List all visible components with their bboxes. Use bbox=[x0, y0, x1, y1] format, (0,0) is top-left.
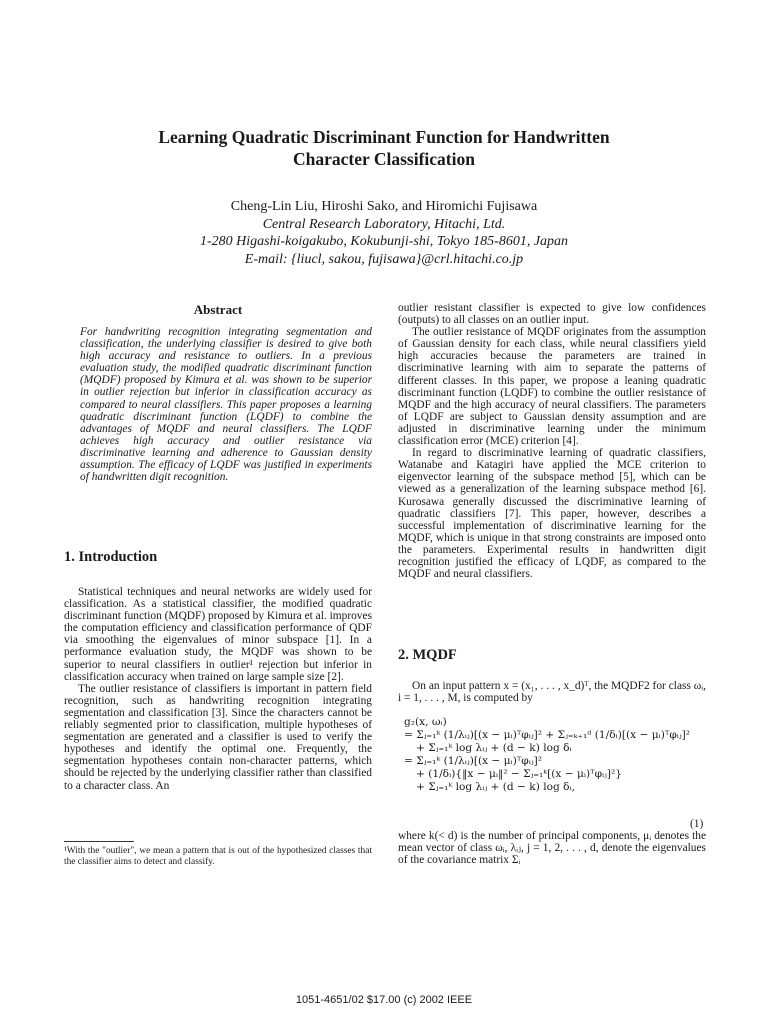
author-email: E-mail: {liucl, sakou, fujisawa}@crl.hitachi.co.jp bbox=[244, 251, 524, 267]
page-footer: 1051-4651/02 $17.00 (c) 2002 IEEE bbox=[295, 994, 473, 1006]
author-block bbox=[60, 198, 708, 268]
mqdf-continuation bbox=[398, 830, 706, 866]
introduction-body bbox=[64, 586, 372, 792]
right-paragraph-2: In regard to discriminative learning of quadratic classifiers, Watanabe and Katagiri have applied the MCE criterion to eigenvector learning of the subspace method [5], which can be viewed as a generalization of the learning subspace method [6]. Kurosawa generally discussed the discriminative learning of quadratic classifiers [7]. This paper, however, describes a successful implementation of discriminative learning for the MQDF, which is unique in that strong constraints are imposed onto the parameters. Experimental results in handwritten digit recognition justified the efficacy of LQDF, as compared to the MQDF and neural classifiers. bbox=[398, 447, 706, 581]
equation-line: g₂(x, ωᵢ) bbox=[404, 716, 447, 728]
introduction-paragraph-2: The outlier resistance of classifiers is important in pattern field recognition, such as handwriting recognition integrating segmentation and classification [3]. Since the characters cannot be reliably segmented prior to classification, multiple hypotheses of segmentation are generated and a classifier is used to verify the hypotheses and identify the optimal one. Frequently, the segmentation hypotheses contain non-character patterns, which should be rejected by the underlying classifier rather than classified to a character class. An bbox=[64, 682, 372, 792]
abstract-text: For handwriting recognition integrating segmentation and classification, the underlying classifier is desired to give both high accuracy and resistance to outliers. In a previous evaluation study, the modified quadratic discriminant function (MQDF) proposed by Kimura et al. was shown to be superior in outlier rejection but inferior in classification accuracy as compared to neural classifiers. This paper proposes a learning quadratic discriminant function (LQDF) to combine the advantages of MQDF and neural classifiers. The LQDF achieves high accuracy and outlier resistance via discriminative learning and adherence to Gaussian density assumption. The efficacy of LQDF was justified in experiments of handwritten digit recognition. bbox=[80, 326, 372, 484]
introduction-paragraph-1: Statistical techniques and neural networks are widely used for classification. As a statistical classifier, the modified quadratic discriminant function (MQDF) proposed by Kimura et al. improves the computation efficiency and classification performance of QDF via smoothing the eigenvalues of minor subspace [1]. In a performance evaluation study, the MQDF was shown to be superior to neural classifiers in outlier¹ rejection but inferior in classification accuracy when trained on large sample size [2]. bbox=[64, 586, 372, 683]
paper-title bbox=[60, 126, 708, 170]
footnote: ¹With the "outlier", we mean a pattern that is out of the hypothesized classes that the classifier aims to detect and classify. bbox=[64, 846, 372, 867]
title-line-1: Learning Quadratic Discriminant Function for Handwritten bbox=[158, 127, 610, 147]
author-address: 1-280 Higashi-koigakubo, Kokubunji-shi, Tokyo 185-8601, Japan bbox=[199, 234, 569, 249]
equation-number: (1) bbox=[690, 818, 704, 830]
mqdf-heading: 2. MQDF bbox=[398, 647, 457, 663]
equation-line: + Σⱼ₌₁ᵏ log λᵢⱼ + (d − k) log δᵢ, bbox=[416, 781, 576, 793]
title-line-2: Character Classification bbox=[293, 149, 475, 169]
equation-line: + (1/δᵢ){‖x − μᵢ‖² − Σⱼ₌₁ᵏ[(x − μᵢ)ᵀφᵢⱼ]²} bbox=[416, 768, 623, 780]
equation-line: = Σⱼ₌₁ᵏ (1/λᵢⱼ)[(x − μᵢ)ᵀφᵢⱼ]² + Σⱼ₌ₖ₊₁ᵈ (1/δᵢ)[(x − μᵢ)ᵀφᵢⱼ]² bbox=[404, 729, 691, 741]
author-names: Cheng-Lin Liu, Hiroshi Sako, and Hiromichi Fujisawa bbox=[230, 199, 538, 214]
mqdf-body bbox=[398, 680, 706, 704]
abstract-body bbox=[80, 326, 372, 483]
mqdf-intro: On an input pattern x = (x₁, . . . , x_d)ᵀ, the MQDF2 for class ωᵢ, i = 1, . . . , M, is computed by bbox=[398, 680, 706, 705]
footnote-divider bbox=[64, 841, 134, 842]
mqdf-after-equation: where k(< d) is the number of principal components, μᵢ denotes the mean vector of class ωᵢ, λᵢⱼ, j = 1, 2, . . . , d, denote the eigenvalues of the covariance matrix Σᵢ bbox=[398, 830, 706, 867]
abstract-heading: Abstract bbox=[193, 302, 243, 317]
right-column-intro bbox=[398, 302, 706, 580]
equation-line: + Σⱼ₌₁ᵏ log λᵢⱼ + (d − k) log δᵢ bbox=[416, 742, 572, 754]
equation-line: = Σⱼ₌₁ᵏ (1/λᵢⱼ)[(x − μᵢ)ᵀφᵢⱼ]² bbox=[404, 755, 542, 767]
author-affiliation: Central Research Laboratory, Hitachi, Ltd. bbox=[262, 216, 506, 232]
right-paragraph-0: outlier resistant classifier is expected to give low confidences (outputs) to all classes on an outlier input. bbox=[398, 302, 706, 327]
introduction-heading: 1. Introduction bbox=[64, 549, 158, 565]
right-paragraph-1: The outlier resistance of MQDF originates from the assumption of Gaussian density for each class, while neural classifiers yield high accuracies because the parameters are trained in discriminative learning with aim to separate the patterns of different classes. In this paper, we propose a leaning quadratic discriminant function (LQDF) to combine the outlier resistance of MQDF and the high accuracy of neural classifiers. The parameters of LQDF are subject to Gaussian density assumption and are adjusted in discriminative learning under the minimum classification error (MCE) criterion [4]. bbox=[398, 326, 706, 448]
mqdf-equation bbox=[404, 716, 706, 794]
